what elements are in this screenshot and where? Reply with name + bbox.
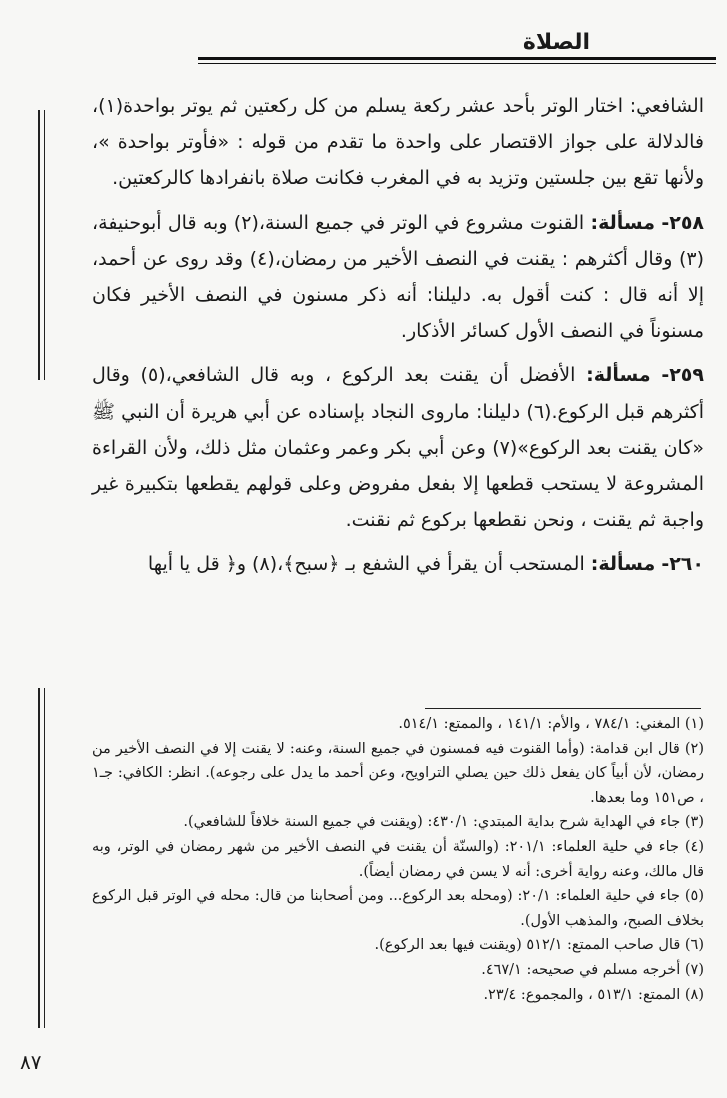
issue-text: المستحب أن يقرأ في الشفع بـ ﴿سبح﴾،(٨) و﴿ قل يا أيها xyxy=(147,553,585,576)
page-number: ٨٧ xyxy=(20,1050,42,1074)
issue-label: مسألة: xyxy=(590,553,656,576)
footnote-1: (١) المغني: ٧٨٤/١ ، والأم: ١٤١/١ ، والممتع: ٥١٤/١. xyxy=(398,716,704,732)
footnote-7: (٧) أخرجه مسلم في صحيحه: ٤٦٧/١. xyxy=(481,961,704,978)
paragraph-issue-259 xyxy=(92,357,704,538)
issue-text: القنوت مشروع في الوتر في جميع السنة،(٢) وبه قال أبوحنيفة،(٣) وقال أكثرهم : يقنت في النصف الأخير من رمضان،(٤) وقد روى عن أحمد، إلا أنه قال : كنت أقول به. دليلنا: أنه ذكر مسنون في النصف الأخير فكان مسنوناً في النصف الأول كسائر الأذكار. xyxy=(92,211,704,343)
side-rule xyxy=(38,688,40,1028)
footnotes xyxy=(92,712,704,1007)
footnote-separator xyxy=(425,708,701,709)
side-rule xyxy=(44,110,45,380)
header-rule-thin xyxy=(198,63,716,64)
paragraph-1: الشافعي: اختار الوتر بأحد عشر ركعة يسلم من كل ركعتين ثم يوتر بواحدة(١)، فالدلالة على جواز الاقتصار على واحدة ما تقدم من قوله : «فأوتر بواحدة »، ولأنها تقع بين جلستين وتزيد به في المغرب فكانت صلاة بانفرادها كالركعتين. xyxy=(92,95,704,190)
issue-label: مسألة: xyxy=(586,364,651,387)
footnote-4: (٤) جاء في حلية العلماء: ٢٠١/١: (والسنّة أن يقنت في النصف الأخير من شهر رمضان في الوتر، وبه قال مالك، وعنه رواية أخرى: أنه لا يسن في رمضان أيضاً). xyxy=(92,838,704,880)
footnote-8: (٨) الممتع: ٥١٣/١ ، والمجموع: ٢٣/٤. xyxy=(483,986,704,1003)
issue-number: ٢٥٩- xyxy=(661,364,704,387)
footnote-6: (٦) قال صاحب الممتع: ٥١٢/١ (ويقنت فيها بعد الركوع). xyxy=(374,937,704,954)
side-rule xyxy=(44,688,45,1028)
issue-number: ٢٦٠- xyxy=(661,553,704,576)
page-header-title: الصلاة xyxy=(522,30,590,55)
main-text xyxy=(92,88,704,583)
issue-number: ٢٥٨- xyxy=(661,211,705,234)
paragraph-issue-258 xyxy=(92,205,704,350)
footnote-5: (٥) جاء في حلية العلماء: ٢٠/١: (ومحله بعد الركوع... ومن أصحابنا من قال: محله في الوتر قبل الركوع بخلاف الصبح، والمذهب الأول). xyxy=(92,888,704,929)
footnote-2: (٢) قال ابن قدامة: (وأما القنوت فيه فمسنون في جميع السنة، وعنه: لا يقنت إلا في النصف الأخير من رمضان، لأن أبياً كان يفعل ذلك حين يصلي التراويح، وعن أحمد ما يدل على رجوعه). انظر: الكافي: جـ١ ، ص١٥١ وما بعدها. xyxy=(92,740,704,806)
issue-text: الأفضل أن يقنت بعد الركوع ، وبه قال الشافعي،(٥) وقال أكثرهم قبل الركوع.(٦) دليلنا: ماروى النجاد بإسناده عن أبي هريرة أن النبي ﷺ «كان يقنت بعد الركوع»(٧) وعن أبي بكر وعمر وعثمان مثل ذلك، ولأن القراءة المشروعة لا يستحب قطعها إلا بفعل مفروض وعلى قولهم يقطعها بتكبيرة غير واجبة ثم يقنت ، ونحن نقطعها بركوع ثم نقنت. xyxy=(92,364,704,532)
side-rule xyxy=(38,110,40,380)
issue-label: مسألة: xyxy=(590,211,655,234)
paragraph-issue-260 xyxy=(92,546,704,582)
footnote-3: (٣) جاء في الهداية شرح بداية المبتدي: ٤٣٠/١: (ويقنت في جميع السنة خلافاً للشافعي). xyxy=(183,814,704,831)
header-rule xyxy=(198,57,716,60)
